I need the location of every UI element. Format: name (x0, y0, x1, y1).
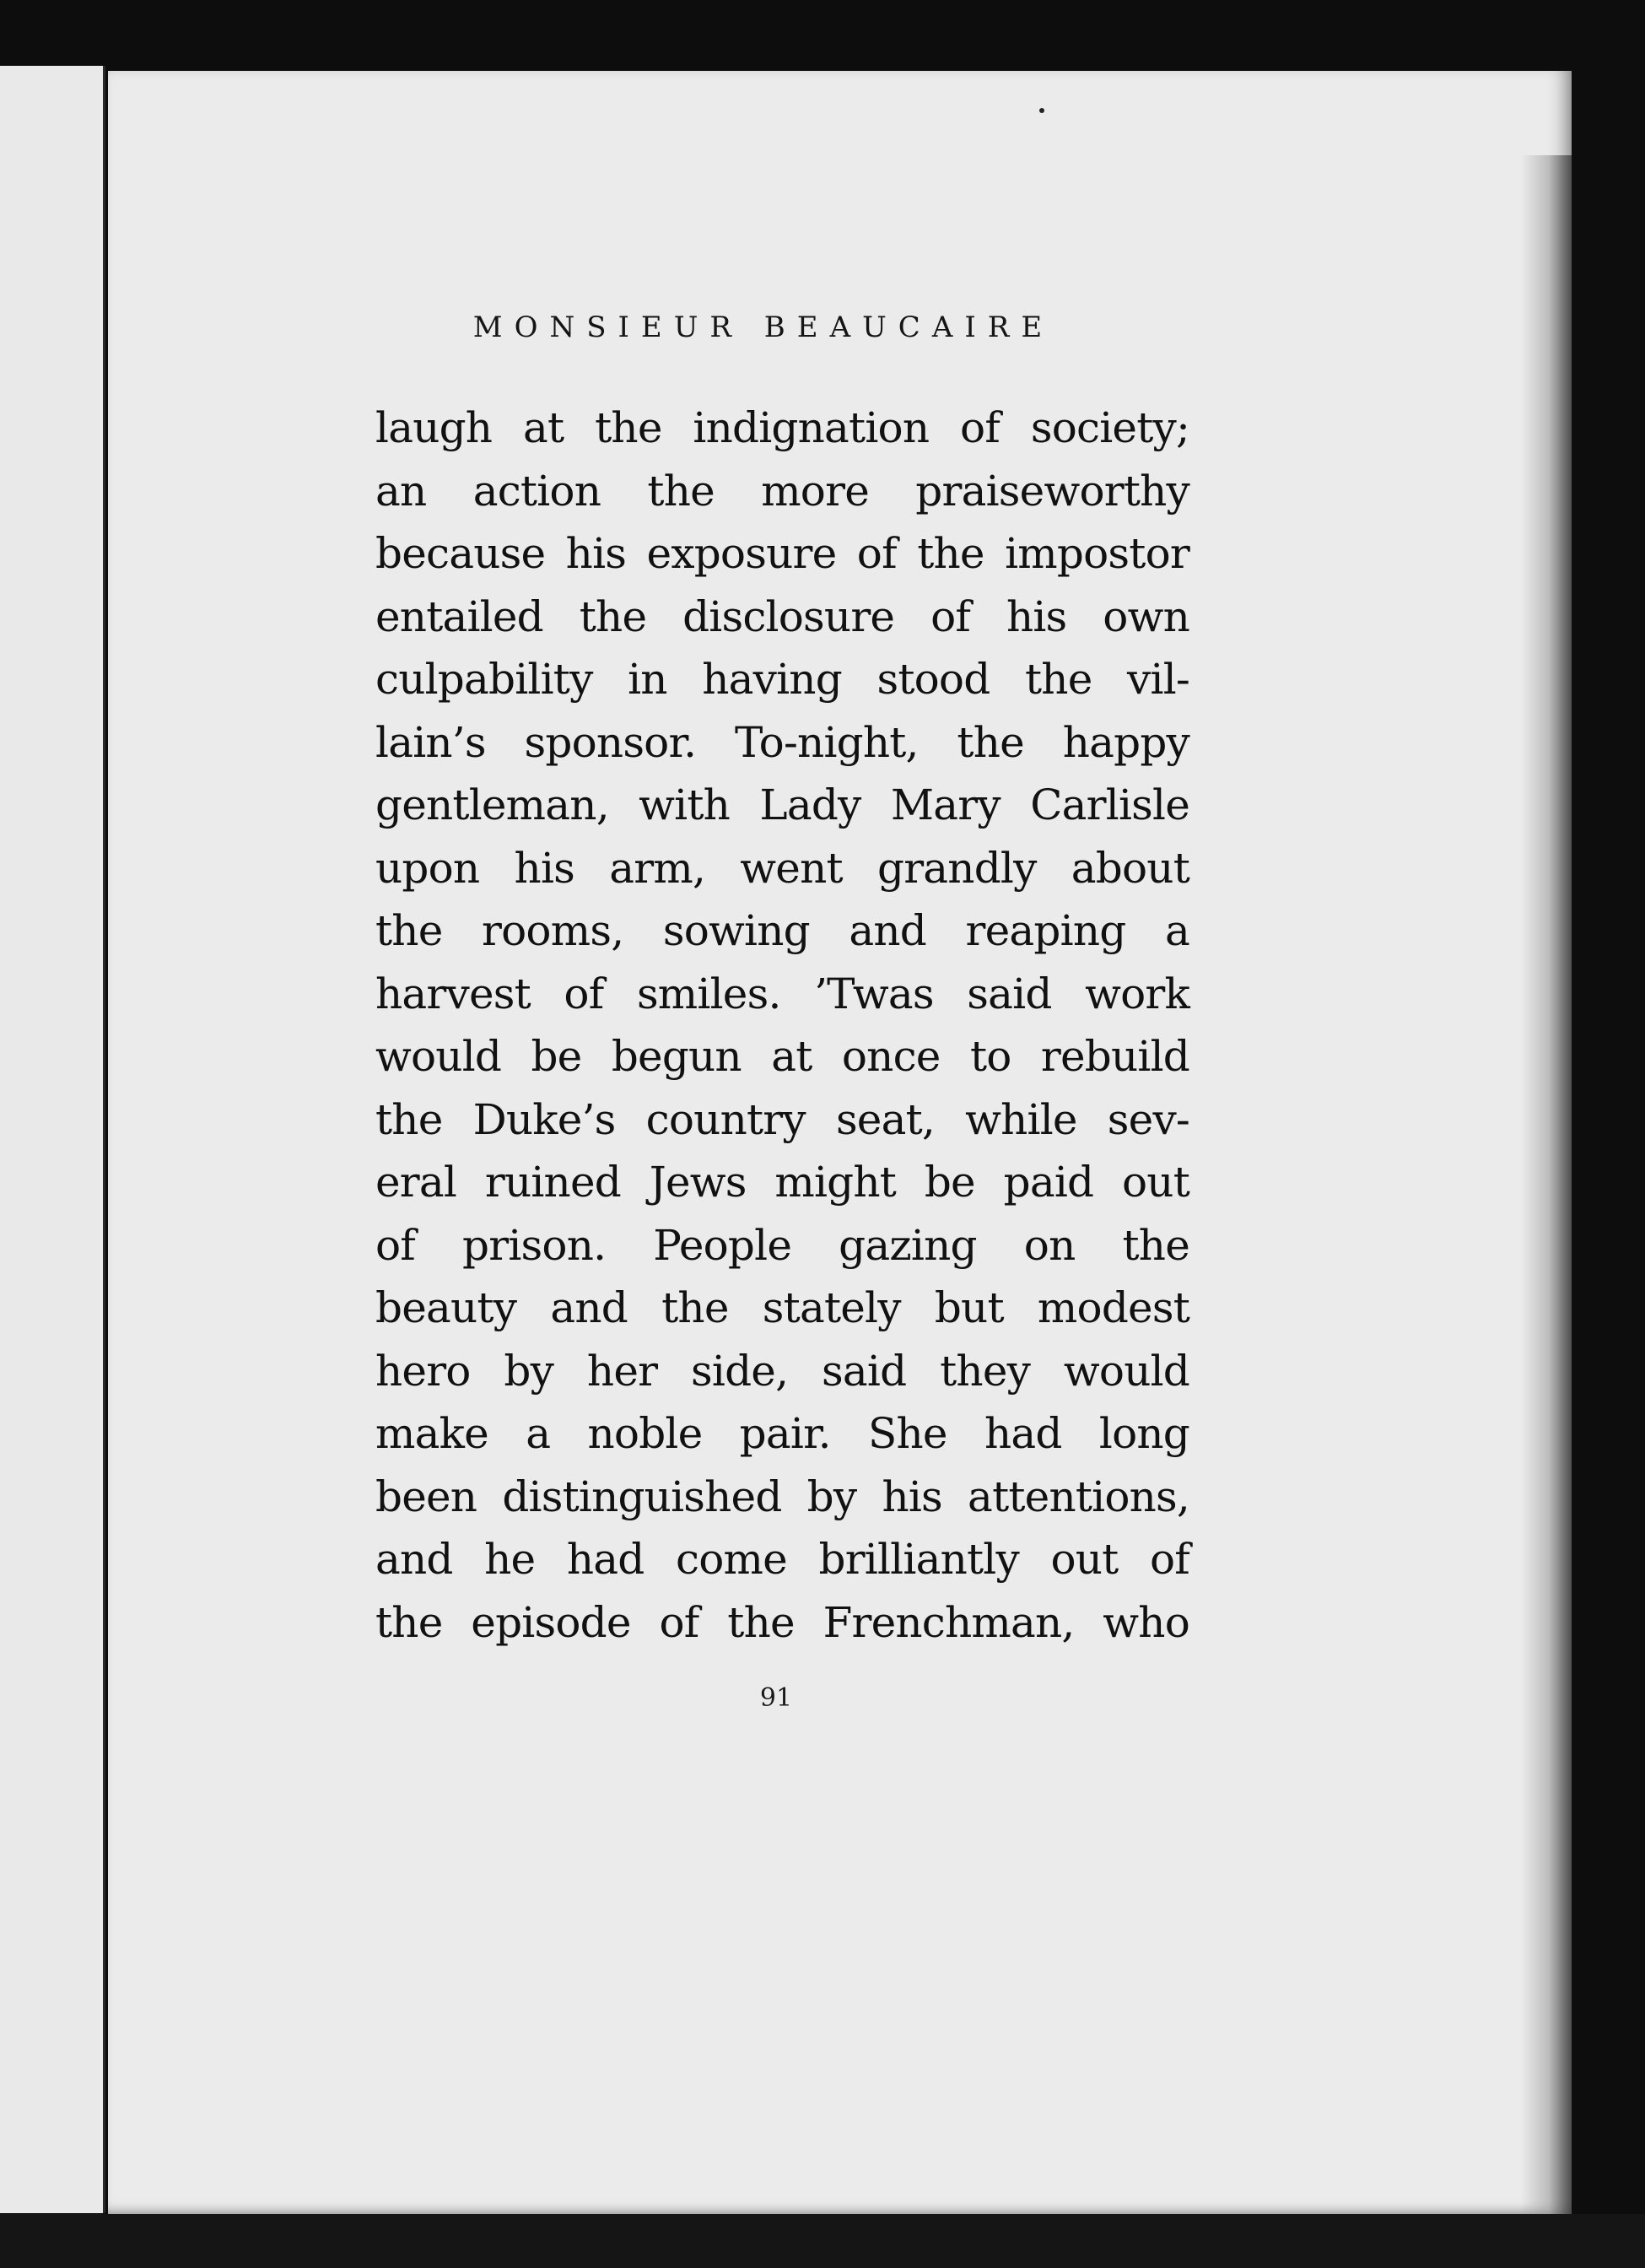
scan-speck (1039, 108, 1044, 113)
text-line: the rooms, sowing and reaping a (375, 906, 1189, 955)
text-line: eral ruined Jews might be paid out (375, 1158, 1189, 1207)
text-line: lain’s sponsor. To-night, the happy (375, 717, 1189, 767)
text-line: because his exposure of the impostor (375, 529, 1189, 578)
text-line: hero by her side, said they would (375, 1346, 1189, 1396)
page-number: 91 (759, 1683, 793, 1713)
facing-page-edge (0, 66, 105, 2213)
text-line: upon his arm, went grandly about (375, 843, 1189, 893)
text-line: gentleman, with Lady Mary Carlisle (375, 780, 1189, 829)
text-line: an action the more praiseworthy (375, 466, 1189, 516)
text-line: laugh at the indignation of society; (375, 403, 1189, 452)
text-line: make a noble pair. She had long (375, 1409, 1189, 1458)
text-line: the episode of the Frenchman, who (375, 1597, 1189, 1647)
text-line: harvest of smiles. ’Twas said work (375, 969, 1189, 1018)
text-line: culpability in having stood the vil- (375, 655, 1189, 704)
body-text (375, 397, 1189, 1654)
text-line: been distinguished by his attentions, (375, 1472, 1189, 1521)
text-line: and he had come brilliantly out of (375, 1535, 1189, 1584)
running-head: MONSIEUR BEAUCAIRE (472, 310, 1054, 344)
page-fore-edge (1521, 155, 1572, 2214)
text-line: entailed the disclosure of his own (375, 591, 1189, 641)
text-line: would be begun at once to rebuild (375, 1032, 1189, 1081)
text-line: the Duke’s country seat, while sev- (375, 1094, 1189, 1144)
text-line: beauty and the stately but modest (375, 1283, 1189, 1332)
text-line: of prison. People gazing on the (375, 1220, 1189, 1270)
scan-bottom-border (0, 2214, 1645, 2268)
